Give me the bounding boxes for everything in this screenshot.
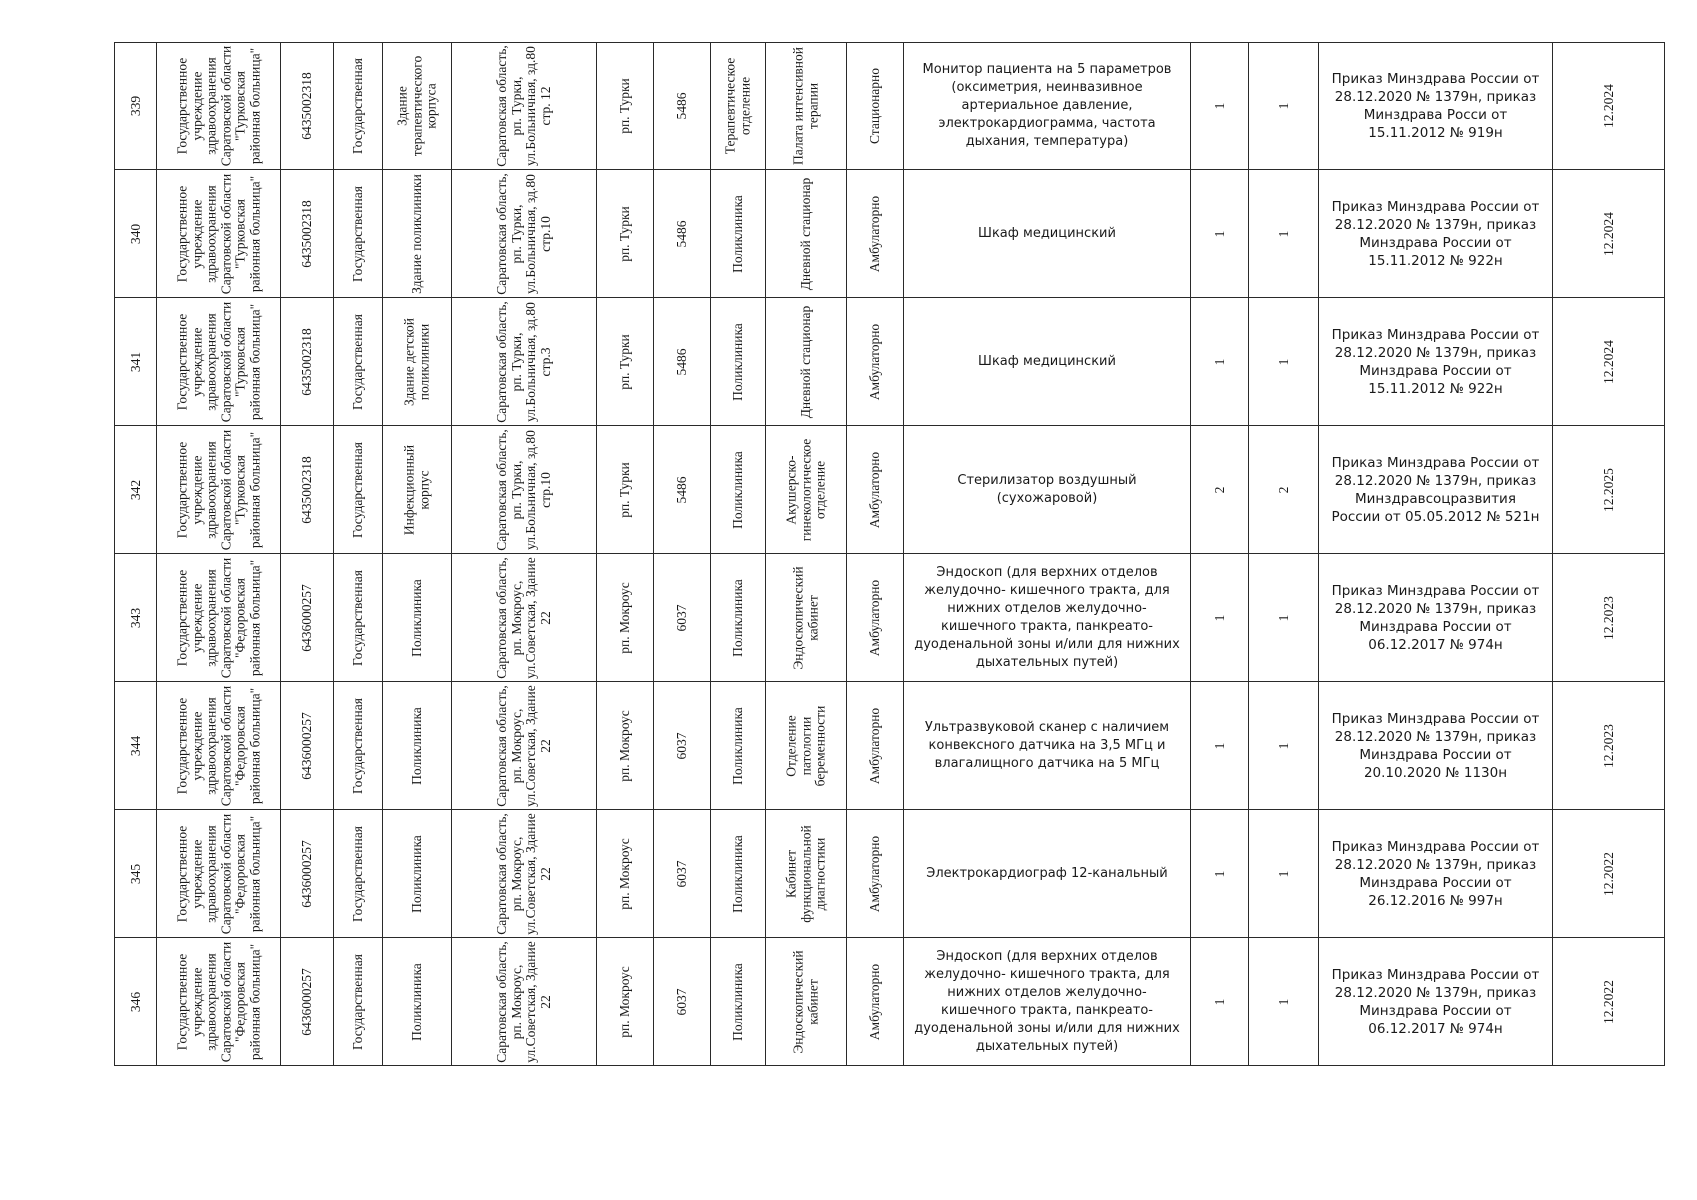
address-text: Саратовская область, рп. Турки, ул.Больничная, зд.80 стр.3 [494, 300, 553, 423]
cell-inn [280, 554, 333, 681]
department-text: Поликлиника [729, 322, 745, 401]
cell-num [114, 682, 156, 809]
cell-date [1552, 43, 1665, 169]
building-text: Поликлиника [408, 578, 424, 657]
order-text: Приказ Минздрава России от 28.12.2020 № 1379н, приказ Минздрава России от 20.10.2020 № 1130н [1331, 710, 1540, 781]
cell-address [451, 682, 596, 809]
cell-qty2 [1248, 170, 1318, 297]
cell-building [382, 426, 451, 553]
inn-text: 6435002318 [298, 455, 314, 524]
unit-text: Кабинет функциональной диагностики [783, 824, 828, 923]
cell-unit [765, 43, 846, 169]
cell-qty1 [1190, 554, 1248, 681]
mode-text: Стационарно [866, 67, 882, 145]
cell-code [653, 426, 710, 553]
cell-locality [596, 170, 653, 297]
table-row [114, 42, 1665, 170]
table-row [114, 554, 1665, 682]
address-text: Саратовская область, рп. Турки, ул.Больничная, зд.80 стр.10 [494, 428, 553, 551]
cell-qty1 [1190, 298, 1248, 425]
cell-mode [846, 170, 903, 297]
qty2-text: 1 [1275, 870, 1291, 877]
qty2-text: 1 [1275, 998, 1291, 1005]
cell-locality [596, 938, 653, 1065]
cell-num [114, 810, 156, 937]
equipment-text: Эндоскоп (для верхних отделов желудочно- кишечного тракта, для нижних отделов желудочно-кишечного тракта, панкреато-дуоденальной зоны и/или для нижних дыхательных путей) [914, 948, 1180, 1054]
code-text: 5486 [673, 92, 689, 120]
table-row [114, 810, 1665, 938]
cell-date [1552, 170, 1665, 297]
num-text: 340 [127, 223, 143, 244]
cell-num [114, 554, 156, 681]
cell-ownership [333, 810, 382, 937]
cell-order [1318, 298, 1552, 425]
equipment-text: Стерилизатор воздушный (сухожаровой) [957, 472, 1137, 506]
org-text: Государственное учреждение здравоохранения Саратовской области "Федоровская районная больница" [174, 557, 262, 678]
cell-address [451, 426, 596, 553]
cell-num [114, 426, 156, 553]
order-text: Приказ Минздрава России от 28.12.2020 № 1379н, приказ Минздрава России от 06.12.2017 № 974н [1331, 582, 1540, 653]
mode-text: Амбулаторно [866, 323, 882, 400]
org-text: Государственное учреждение здравоохранения Саратовской области "Турковская районная больница" [174, 173, 262, 294]
cell-mode [846, 938, 903, 1065]
cell-qty1 [1190, 426, 1248, 553]
cell-locality [596, 426, 653, 553]
qty1-text: 1 [1211, 102, 1227, 110]
locality-text: рп. Турки [616, 205, 632, 262]
cell-equipment [903, 810, 1190, 937]
cell-mode [846, 554, 903, 681]
ownership-text: Государственная [349, 185, 365, 282]
num-text: 343 [127, 607, 143, 628]
unit-text: Дневной стационар [797, 177, 813, 290]
cell-department [710, 810, 765, 937]
cell-org [156, 938, 280, 1065]
cell-mode [846, 682, 903, 809]
order-text: Приказ Минздрава России от 28.12.2020 № 1379н, приказ Минздравсоцразвития России от 05.05.2012 № 521н [1331, 454, 1540, 525]
order-text: Приказ Минздрава России от 28.12.2020 № 1379н, приказ Минздрава России от 26.12.2016 № 997н [1331, 838, 1540, 909]
code-text: 5486 [673, 220, 689, 247]
equipment-text: Эндоскоп (для верхних отделов желудочно- кишечного тракта, для нижних отделов желудочно-кишечного тракта, панкреато-дуоденальной зоны и/или для нижних дыхательных путей) [914, 564, 1180, 670]
address-text: Саратовская область, рп. Мокроус, ул.Советская, Здание 22 [494, 556, 553, 679]
cell-ownership [333, 170, 382, 297]
cell-ownership [333, 298, 382, 425]
code-text: 6037 [673, 988, 689, 1015]
cell-ownership [333, 938, 382, 1065]
cell-building [382, 938, 451, 1065]
table-row [114, 682, 1665, 810]
cell-qty2 [1248, 43, 1318, 169]
cell-order [1318, 43, 1552, 169]
mode-text: Амбулаторно [866, 707, 882, 784]
num-text: 346 [127, 991, 143, 1012]
cell-order [1318, 170, 1552, 297]
org-text: Государственное учреждение здравоохранения Саратовской области "Турковская районная больница" [174, 45, 262, 167]
cell-org [156, 554, 280, 681]
code-text: 6037 [673, 604, 689, 631]
cell-code [653, 170, 710, 297]
cell-unit [765, 938, 846, 1065]
cell-ownership [333, 682, 382, 809]
cell-num [114, 938, 156, 1065]
cell-locality [596, 554, 653, 681]
cell-equipment [903, 43, 1190, 169]
cell-org [156, 298, 280, 425]
locality-text: рп. Турки [616, 78, 632, 134]
cell-order [1318, 938, 1552, 1065]
cell-org [156, 43, 280, 169]
cell-ownership [333, 426, 382, 553]
locality-text: рп. Мокроус [616, 965, 632, 1038]
table-row [114, 426, 1665, 554]
cell-code [653, 298, 710, 425]
building-text: Здание поликлиники [408, 173, 424, 294]
qty1-text: 1 [1211, 998, 1227, 1005]
code-text: 5486 [673, 476, 689, 503]
cell-code [653, 554, 710, 681]
department-text: Поликлиника [729, 450, 745, 529]
cell-equipment [903, 682, 1190, 809]
date-text: 12.2025 [1600, 467, 1616, 512]
unit-text: Дневной стационар [797, 305, 813, 418]
cell-locality [596, 298, 653, 425]
inn-text: 6435002318 [298, 327, 314, 396]
building-text: Поликлиника [408, 962, 424, 1041]
ownership-text: Государственная [349, 697, 365, 794]
department-text: Поликлиника [729, 834, 745, 913]
cell-address [451, 938, 596, 1065]
cell-mode [846, 426, 903, 553]
num-text: 341 [127, 351, 143, 372]
cell-address [451, 170, 596, 297]
equipment-text: Ультразвуковой сканер с наличием конвексного датчика на 3,5 МГц и влагалищного датчика на 5 МГц [924, 719, 1170, 771]
inn-text: 6436000257 [298, 967, 314, 1036]
department-text: Поликлиника [729, 962, 745, 1041]
cell-department [710, 43, 765, 169]
cell-address [451, 43, 596, 169]
cell-num [114, 43, 156, 169]
cell-date [1552, 810, 1665, 937]
department-text: Поликлиника [729, 194, 745, 273]
org-text: Государственное учреждение здравоохранения Саратовской области "Турковская районная больница" [174, 429, 262, 550]
cell-inn [280, 170, 333, 297]
date-text: 12.2022 [1600, 851, 1616, 896]
cell-date [1552, 938, 1665, 1065]
unit-text: Акушерско-гинекологическое отделение [783, 438, 828, 541]
department-text: Поликлиника [729, 706, 745, 785]
address-text: Саратовская область, рп. Турки, ул.Больничная, зд.80 стр. 12 [494, 45, 553, 167]
date-text: 12.2023 [1600, 723, 1616, 768]
building-text: Поликлиника [408, 706, 424, 785]
cell-unit [765, 682, 846, 809]
cell-num [114, 298, 156, 425]
cell-inn [280, 426, 333, 553]
department-text: Поликлиника [729, 578, 745, 657]
cell-department [710, 426, 765, 553]
cell-building [382, 298, 451, 425]
order-text: Приказ Минздрава России от 28.12.2020 № 1379н, приказ Минздрава России от 06.12.2017 № 974н [1331, 966, 1540, 1037]
cell-date [1552, 682, 1665, 809]
mode-text: Амбулаторно [866, 195, 882, 272]
cell-mode [846, 43, 903, 169]
org-text: Государственное учреждение здравоохранения Саратовской области "Турковская районная больница" [174, 301, 262, 422]
cell-ownership [333, 554, 382, 681]
table-row [114, 938, 1665, 1066]
cell-ownership [333, 43, 382, 169]
cell-building [382, 682, 451, 809]
table-row [114, 170, 1665, 298]
cell-department [710, 170, 765, 297]
cell-unit [765, 426, 846, 553]
cell-department [710, 554, 765, 681]
qty2-text: 1 [1275, 230, 1291, 237]
cell-num [114, 170, 156, 297]
cell-date [1552, 426, 1665, 553]
cell-equipment [903, 170, 1190, 297]
table-row [114, 298, 1665, 426]
date-text: 12.2024 [1600, 339, 1616, 384]
cell-building [382, 43, 451, 169]
address-text: Саратовская область, рп. Турки, ул.Больничная, зд.80 стр.10 [494, 172, 553, 295]
inn-text: 6436000257 [298, 839, 314, 908]
org-text: Государственное учреждение здравоохранения Саратовской области "Федоровская районная больница" [174, 813, 262, 934]
ownership-text: Государственная [349, 313, 365, 410]
cell-code [653, 810, 710, 937]
code-text: 6037 [673, 860, 689, 887]
num-text: 339 [127, 95, 143, 117]
address-text: Саратовская область, рп. Мокроус, ул.Советская, Здание 22 [494, 684, 553, 807]
cell-inn [280, 810, 333, 937]
cell-qty1 [1190, 682, 1248, 809]
unit-text: Отделение патологии беременности [783, 705, 828, 786]
building-text: Здание детской поликлиники [401, 317, 431, 406]
cell-order [1318, 554, 1552, 681]
locality-text: рп. Турки [616, 461, 632, 518]
building-text: Инфекционный корпус [401, 444, 431, 535]
cell-building [382, 554, 451, 681]
cell-org [156, 426, 280, 553]
equipment-table [114, 42, 1665, 1069]
qty1-text: 1 [1211, 614, 1227, 621]
cell-org [156, 682, 280, 809]
ownership-text: Государственная [349, 441, 365, 538]
qty2-text: 1 [1275, 742, 1291, 749]
cell-equipment [903, 554, 1190, 681]
date-text: 12.2023 [1600, 595, 1616, 640]
qty1-text: 1 [1211, 358, 1227, 365]
inn-text: 6435002318 [298, 199, 314, 268]
cell-department [710, 938, 765, 1065]
ownership-text: Государственная [349, 825, 365, 922]
qty2-text: 1 [1275, 102, 1291, 110]
ownership-text: Государственная [349, 58, 365, 154]
cell-department [710, 298, 765, 425]
mode-text: Амбулаторно [866, 451, 882, 528]
cell-locality [596, 682, 653, 809]
address-text: Саратовская область, рп. Мокроус, ул.Советская, Здание 22 [494, 940, 553, 1063]
unit-text: Эндоскопический кабинет [790, 949, 820, 1054]
cell-qty1 [1190, 938, 1248, 1065]
cell-org [156, 170, 280, 297]
cell-locality [596, 810, 653, 937]
num-text: 342 [127, 479, 143, 500]
cell-qty1 [1190, 810, 1248, 937]
date-text: 12.2022 [1600, 979, 1616, 1024]
cell-inn [280, 682, 333, 809]
cell-unit [765, 810, 846, 937]
qty1-text: 2 [1211, 486, 1227, 493]
equipment-text: Монитор пациента на 5 параметров (оксиметрия, неинвазивное артериальное давление, электрокардиограмма, частота дыхания, температура) [922, 62, 1172, 149]
cell-date [1552, 554, 1665, 681]
cell-equipment [903, 426, 1190, 553]
date-text: 12.2024 [1600, 84, 1616, 128]
cell-mode [846, 298, 903, 425]
qty1-text: 1 [1211, 742, 1227, 749]
cell-building [382, 170, 451, 297]
cell-org [156, 810, 280, 937]
cell-qty2 [1248, 298, 1318, 425]
qty2-text: 1 [1275, 358, 1291, 365]
locality-text: рп. Мокроус [616, 837, 632, 910]
qty2-text: 1 [1275, 614, 1291, 621]
code-text: 6037 [673, 732, 689, 759]
cell-unit [765, 298, 846, 425]
equipment-text: Электрокардиограф 12-канальный [926, 865, 1168, 881]
cell-department [710, 682, 765, 809]
building-text: Здание терапевтического корпуса [394, 55, 439, 157]
cell-unit [765, 554, 846, 681]
cell-inn [280, 298, 333, 425]
locality-text: рп. Мокроус [616, 709, 632, 782]
equipment-text: Шкаф медицинский [978, 353, 1116, 369]
cell-code [653, 682, 710, 809]
cell-unit [765, 170, 846, 297]
mode-text: Амбулаторно [866, 835, 882, 912]
unit-text: Палата интенсивной терапии [790, 46, 820, 166]
address-text: Саратовская область, рп. Мокроус, ул.Советская, Здание 22 [494, 812, 553, 935]
num-text: 344 [127, 735, 143, 756]
cell-mode [846, 810, 903, 937]
equipment-text: Шкаф медицинский [978, 225, 1116, 241]
ownership-text: Государственная [349, 953, 365, 1050]
mode-text: Амбулаторно [866, 963, 882, 1040]
unit-text: Эндоскопический кабинет [790, 565, 820, 670]
cell-address [451, 810, 596, 937]
cell-qty2 [1248, 810, 1318, 937]
order-text: Приказ Минздрава России от 28.12.2020 № 1379н, приказ Минздрава России от 15.11.2012 № 922н [1331, 198, 1540, 269]
qty1-text: 1 [1211, 870, 1227, 877]
cell-address [451, 554, 596, 681]
locality-text: рп. Мокроус [616, 581, 632, 654]
cell-qty2 [1248, 554, 1318, 681]
inn-text: 6436000257 [298, 711, 314, 780]
org-text: Государственное учреждение здравоохранения Саратовской области "Федоровская районная больница" [174, 941, 262, 1062]
qty1-text: 1 [1211, 230, 1227, 237]
locality-text: рп. Турки [616, 333, 632, 390]
order-text: Приказ Минздрава России от 28.12.2020 № 1379н, приказ Минздрава России от 15.11.2012 № 922н [1331, 326, 1540, 397]
date-text: 12.2024 [1600, 211, 1616, 256]
org-text: Государственное учреждение здравоохранения Саратовской области "Федоровская районная больница" [174, 685, 262, 806]
cell-order [1318, 810, 1552, 937]
inn-text: 6435002318 [298, 72, 314, 140]
code-text: 5486 [673, 348, 689, 375]
cell-equipment [903, 298, 1190, 425]
cell-inn [280, 938, 333, 1065]
ownership-text: Государственная [349, 569, 365, 666]
cell-address [451, 298, 596, 425]
cell-qty2 [1248, 682, 1318, 809]
cell-equipment [903, 938, 1190, 1065]
mode-text: Амбулаторно [866, 579, 882, 656]
cell-code [653, 938, 710, 1065]
cell-date [1552, 298, 1665, 425]
cell-qty2 [1248, 938, 1318, 1065]
cell-qty1 [1190, 43, 1248, 169]
num-text: 345 [127, 863, 143, 884]
cell-order [1318, 426, 1552, 553]
cell-qty2 [1248, 426, 1318, 553]
cell-code [653, 43, 710, 169]
cell-qty1 [1190, 170, 1248, 297]
cell-inn [280, 43, 333, 169]
cell-order [1318, 682, 1552, 809]
department-text: Терапевтическое отделение [722, 57, 752, 155]
order-text: Приказ Минздрава России от 28.12.2020 № 1379н, приказ Минздрава Росси от 15.11.2012 № 919н [1331, 71, 1540, 141]
qty2-text: 2 [1275, 486, 1291, 493]
cell-building [382, 810, 451, 937]
cell-locality [596, 43, 653, 169]
building-text: Поликлиника [408, 834, 424, 913]
inn-text: 6436000257 [298, 583, 314, 652]
